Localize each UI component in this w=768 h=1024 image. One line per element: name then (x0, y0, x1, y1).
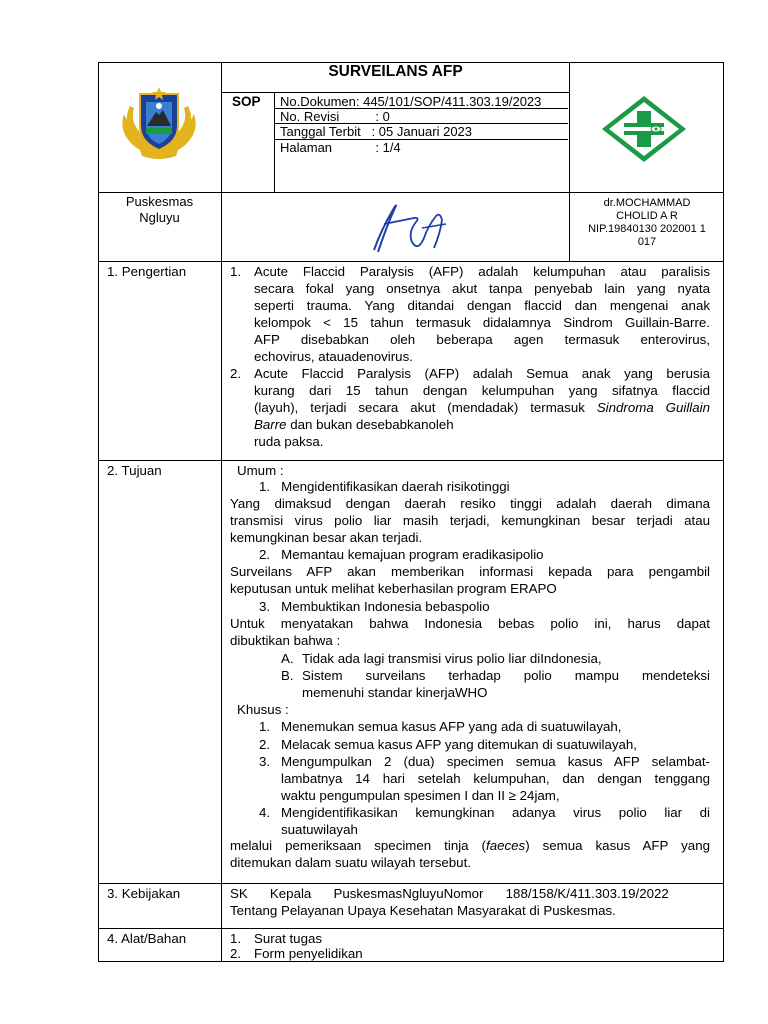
u3-desc-line-1: Untuk menyatakan bahwa Indonesia bebas polio ini, harus dapat (230, 616, 710, 631)
sub-b (302, 667, 710, 701)
org-line-1: Puskesmas (125, 194, 194, 209)
sub-b-line-1: Sistem surveilans terhadap polio mampu mendeteksi (302, 668, 710, 683)
u1-desc-line-1: Yang dimaksud dengan daerah resiko tinggi adalah daerah dimana (230, 496, 710, 511)
tujuan-umum-3-desc (230, 615, 710, 649)
tujuan-closing (230, 837, 710, 871)
closing-a: melalui pemeriksaan specimen tinja ( (230, 838, 486, 853)
k3-line-1: Mengumpulkan 2 (dua) specimen semua kasus AFP selambat- (281, 754, 710, 769)
k3-number: 3. (259, 754, 271, 769)
regional-emblem-icon (116, 84, 202, 162)
signature-icon (364, 198, 454, 256)
row-divider-3 (98, 460, 724, 461)
k3-line-2: lambatnya 14 hari setelah kelumpuhan, dan dengan tenggang (281, 771, 710, 786)
u2-desc-line-2: keputusan untuk melihat keberhasilan program ERAPO (230, 581, 557, 596)
pengertian-item2 (254, 365, 710, 450)
tujuan-umum-1-desc (230, 495, 710, 546)
org-line-2: Ngluyu (139, 210, 180, 225)
k1-number: 1. (259, 719, 271, 734)
pengertian-1-line-4: kelompok < 15 tahun termasuk didalamnya Sindrom Guillain-Barre. (254, 315, 710, 330)
signer-name-2: CHOLID A R (616, 210, 678, 222)
pengertian-2-line-4 (254, 416, 710, 433)
signer-nip-2: 017 (637, 236, 657, 248)
alat-item1-number: 1. (230, 931, 242, 946)
sop-label: SOP (232, 94, 261, 109)
u3-desc-line-2: dibuktikan bahwa : (230, 633, 341, 648)
u1-desc-line-2: transmisi virus polio liar masih terjadi, kemungkinan besar terjadi atau (230, 513, 710, 528)
section-label-alat: 4. Alat/Bahan (107, 931, 187, 946)
issue-date: Tanggal Terbit : 05 Januari 2023 (280, 124, 473, 139)
page-title: SURVEILANS AFP (328, 63, 463, 80)
tujuan-umum-2-desc (230, 563, 710, 597)
tujuan-umum-1: 1. Mengidentifikasikan daerah risikotinggi (259, 479, 510, 494)
row-divider-1 (98, 192, 724, 193)
alat-item2-number: 2. (230, 946, 242, 961)
k4-number: 4. (259, 805, 271, 820)
sub-b-number: B. (281, 668, 294, 683)
u1-desc-line-3: kemungkinan besar akan terjadi. (230, 530, 423, 545)
closing-line-1 (230, 837, 710, 854)
signer-name-1: dr.MOCHAMMAD (603, 197, 691, 209)
closing-b: ) semua kasus AFP yang (525, 838, 710, 853)
alat-item1: Surat tugas (254, 931, 323, 946)
pengertian-1-line-5: AFP disebabkan oleh beberapa agen termasuk enterovirus, (254, 332, 710, 347)
k3-line-3: waktu pengumpulan spesimen I dan II ≥ 24jam, (281, 788, 560, 803)
pengertian-item1 (254, 263, 710, 365)
signer-nip-1: NIP.19840130 202001 1 (588, 223, 706, 235)
pengertian-2-line-3-text: (layuh), terjadi secara akut (mendadak) termasuk (254, 400, 585, 415)
doc-number: No.Dokumen: 445/101/SOP/411.303.19/2023 (280, 94, 542, 109)
sub-a-number: A. (281, 651, 294, 666)
section-label-tujuan: 2. Tujuan (107, 463, 162, 478)
row-divider-4 (98, 883, 724, 884)
k4-line-2: suatuwilayah (281, 822, 358, 837)
tujuan-umum-3: 3. Membuktikan Indonesia bebaspolio (259, 599, 490, 614)
pengertian-1-line-1: Acute Flaccid Paralysis (AFP) adalah kelumpuhan atau paralisis (254, 264, 710, 279)
kebijakan-line-1: SK Kepala PuskesmasNgluyuNomor 188/158/K/411.303.19/2022 (230, 886, 669, 901)
organization-name (98, 194, 221, 226)
closing-italic: faeces (486, 838, 526, 853)
section-label-kebijakan: 3. Kebijakan (107, 886, 181, 901)
col-divider-left (221, 62, 222, 962)
pengertian-item2-number: 2. (230, 366, 242, 381)
k4 (281, 804, 710, 838)
tujuan-umum-2: 2. Memantau kemajuan program eradikasipolio (259, 547, 544, 562)
k2-text: Melacak semua kasus AFP yang ditemukan di suatuwilayah, (281, 737, 638, 752)
sub-a-text: Tidak ada lagi transmisi virus polio liar diIndonesia, (302, 651, 602, 666)
pengertian-2-line-1: Acute Flaccid Paralysis (AFP) adalah Semua anak yang berusia (254, 366, 710, 381)
puskesmas-cross-icon (598, 93, 690, 165)
kebijakan-line-2: Tentang Pelayanan Upaya Kesehatan Masyarakat di Puskesmas. (230, 903, 616, 918)
page-count: Halaman : 1/4 (280, 140, 401, 155)
k2-number: 2. (259, 737, 271, 752)
k4-line-1: Mengidentifikasikan kemungkinan adanya virus polio liar di (281, 805, 710, 820)
pengertian-2-line-3 (254, 399, 710, 416)
section-label-pengertian: 1. Pengertian (107, 264, 187, 279)
sub-b-line-2: memenuhi standar kinerjaWHO (302, 685, 488, 700)
k1-text: Menemukan semua kasus AFP yang ada di suatuwilayah, (281, 719, 622, 734)
pengertian-2-tail: dan bukan desebabkanoleh (286, 417, 454, 432)
revision-number: No. Revisi : 0 (280, 109, 390, 124)
k3 (281, 753, 710, 804)
pengertian-2-italic-a: Sindroma Guillain (596, 400, 710, 415)
alat-item2: Form penyelidikan (254, 946, 363, 961)
row-divider-2 (98, 261, 724, 262)
pengertian-1-line-3: seperti trauma. Yang ditandai dengan flaccid dan mengenai anak (254, 298, 710, 313)
pengertian-2-italic-b: Barre (254, 417, 287, 432)
signer-block (570, 197, 724, 249)
closing-line-2: ditemukan dalam suatu wilayah tersebut. (230, 855, 471, 870)
doc-left (274, 92, 275, 192)
pengertian-1-line-2: secara fokal yang onsetnya akut tanpa penyebab lain yang nyata (254, 281, 710, 296)
pengertian-2-line-2: kurang dari 15 tahun dengan kelumpuhan yang sifatnya flaccid (254, 383, 710, 398)
row-divider-5 (98, 928, 724, 929)
tujuan-khusus: Khusus : (237, 702, 289, 717)
pengertian-2-line-5: ruda paksa. (254, 434, 324, 449)
tujuan-umum: Umum : (237, 463, 284, 478)
pengertian-1-line-6: echovirus, atauadenovirus. (254, 349, 413, 364)
u2-desc-line-1: Surveilans AFP akan memberikan informasi kepada para pengambil (230, 564, 710, 579)
pengertian-item1-number: 1. (230, 264, 242, 279)
